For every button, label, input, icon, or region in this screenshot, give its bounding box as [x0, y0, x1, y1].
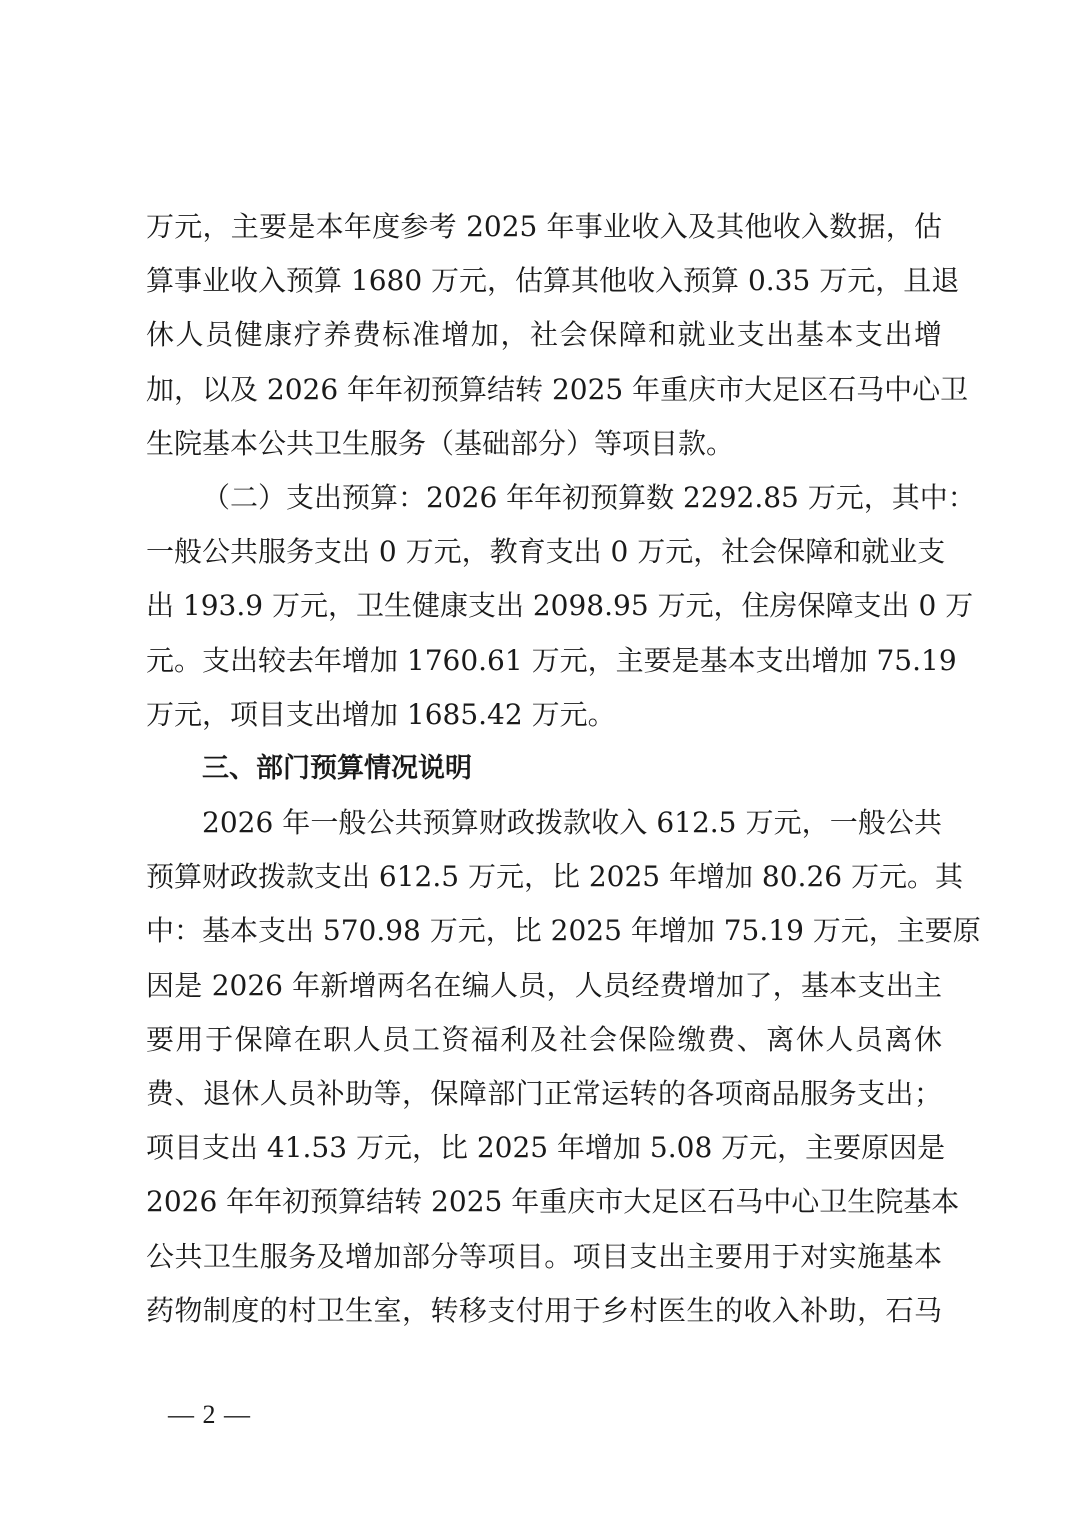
paragraph-1-line-3: 休人员健康疗养费标准增加，社会保障和就业支出基本支出增: [146, 318, 942, 352]
paragraph-3-line-5: 要用于保障在职人员工资福利及社会保险缴费、离休人员离休: [146, 1022, 942, 1056]
paragraph-3-line-10: 药物制度的村卫生室，转移支付用于乡村医生的收入补助，石马: [146, 1293, 942, 1327]
paragraph-3-line-1: 2026 年一般公共预算财政拨款收入 612.5 万元，一般公共: [202, 806, 942, 840]
paragraph-2-line-2: 一般公共服务支出 0 万元，教育支出 0 万元，社会保障和就业支: [146, 535, 946, 569]
body-text: [146, 200, 981, 1338]
page-number: — 2 —: [168, 1400, 251, 1429]
paragraph-1-line-5: 生院基本公共卫生服务（基础部分）等项目款。: [146, 426, 735, 460]
paragraph-1-line-2: 算事业收入预算 1680 万元，估算其他收入预算 0.35 万元，且退: [146, 264, 960, 298]
paragraph-3-line-2: 预算财政拨款支出 612.5 万元，比 2025 年增加 80.26 万元。其: [146, 860, 963, 894]
paragraph-3-line-7: 项目支出 41.53 万元，比 2025 年增加 5.08 万元，主要原因是: [146, 1131, 946, 1165]
paragraph-3-line-8: 2026 年年初预算结转 2025 年重庆市大足区石马中心卫生院基本: [146, 1185, 960, 1219]
paragraph-1-line-1: 万元，主要是本年度参考 2025 年事业收入及其他收入数据，估: [146, 210, 942, 243]
paragraph-3-line-4: 因是 2026 年新增两名在编人员，人员经费增加了，基本支出主: [146, 968, 942, 1002]
paragraph-3-line-9: 公共卫生服务及增加部分等项目。项目支出主要用于对实施基本: [146, 1239, 942, 1273]
paragraph-3-line-3: 中：基本支出 570.98 万元，比 2025 年增加 75.19 万元，主要原: [146, 914, 981, 948]
paragraph-2-line-4: 元。支出较去年增加 1760.61 万元，主要是基本支出增加 75.19: [146, 643, 957, 677]
paragraph-1-line-4: 加，以及 2026 年年初预算结转 2025 年重庆市大足区石马中心卫: [146, 372, 969, 406]
section-heading: 三、部门预算情况说明: [202, 752, 472, 784]
paragraph-2-line-3: 出 193.9 万元，卫生健康支出 2098.95 万元，住房保障支出 0 万: [146, 589, 974, 623]
paragraph-2-line-5: 万元，项目支出增加 1685.42 万元。: [146, 697, 616, 731]
paragraph-2-line-1: （二）支出预算：2026 年年初预算数 2292.85 万元，其中：: [202, 480, 976, 514]
paragraph-3-line-6: 费、退休人员补助等，保障部门正常运转的各项商品服务支出；: [146, 1077, 942, 1110]
